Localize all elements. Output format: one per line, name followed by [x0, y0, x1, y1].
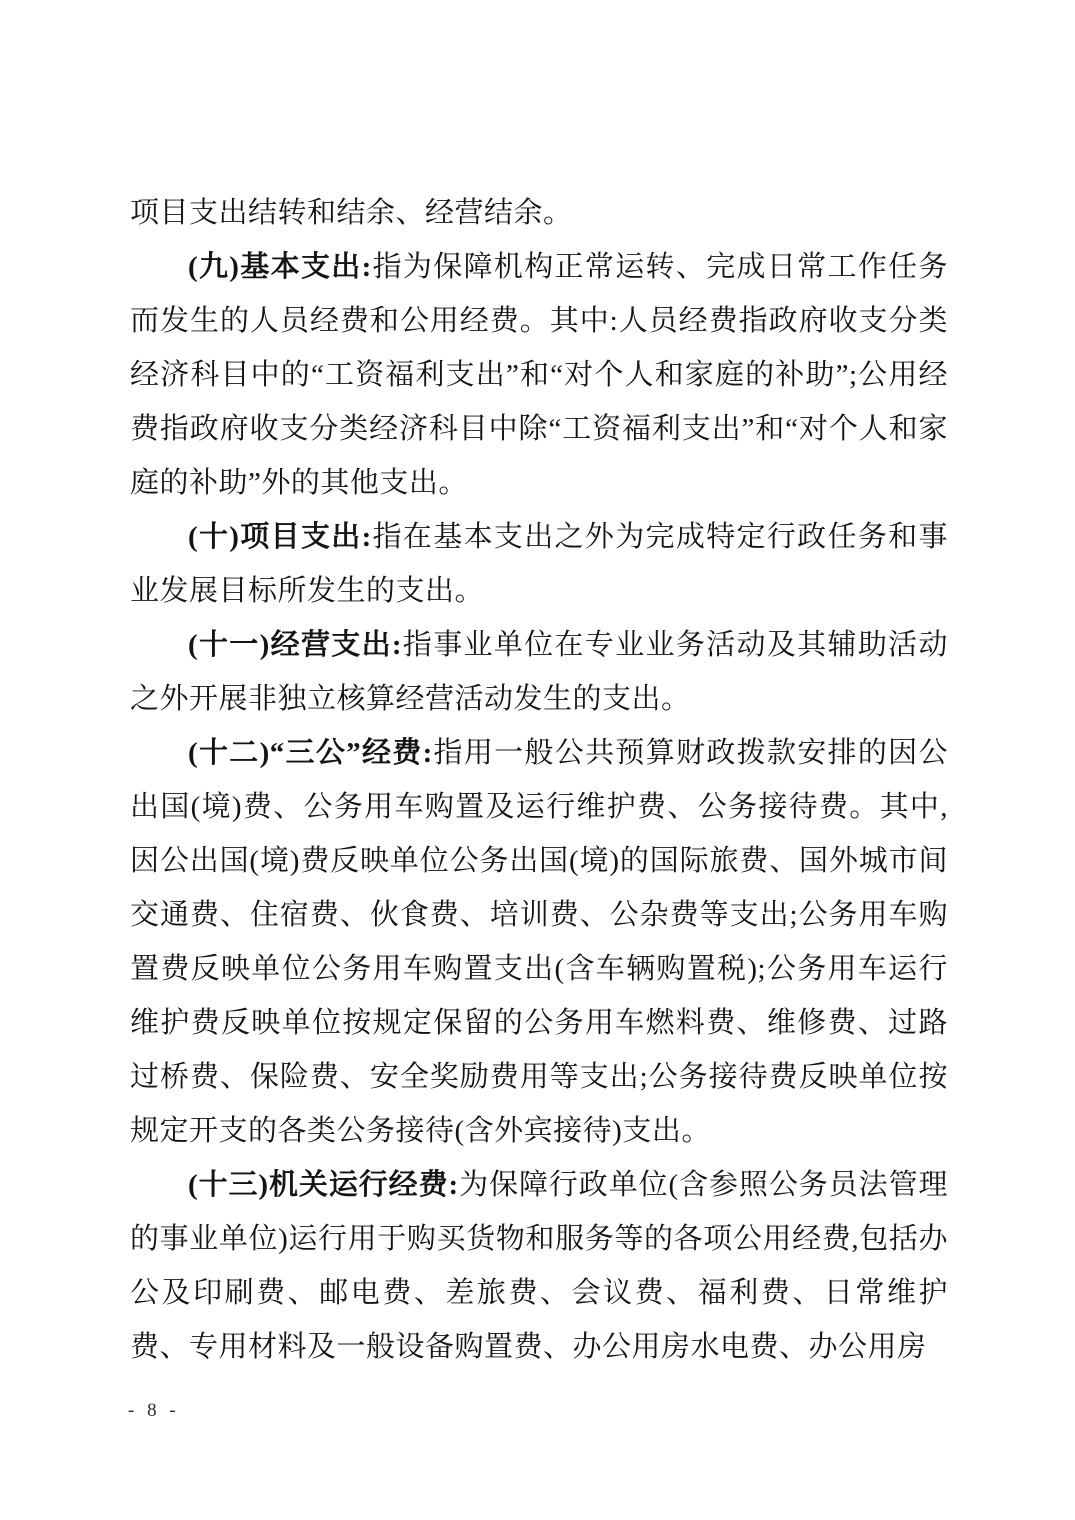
- term-label: (九)基本支出:: [188, 251, 372, 283]
- paragraph: [130, 618, 948, 726]
- page-number: - 8 -: [128, 1400, 180, 1421]
- paragraph-text: 指用一般公共预算财政拨款安排的因公出国(境)费、公务用车购置及运行维护费、公务接待费。其中,因公出国(境)费反映单位公务出国(境)的国际旅费、国外城市间交通费、住宿费、伙食费、培训费、公杂费等支出;公务用车购置费反映单位公务用车购置支出(含车辆购置税);公务用车运行维护费反映单位按规定保留的公务用车燃料费、维修费、过路过桥费、保险费、安全奖励费用等支出;公务接待费反映单位按规定开支的各类公务接待(含外宾接待)支出。: [130, 737, 948, 1147]
- paragraph: [130, 510, 948, 618]
- paragraph-text: 为保障行政单位(含参照公务员法管理的事业单位)运行用于购买货物和服务等的各项公用经费,包括办公及印刷费、邮电费、差旅费、会议费、福利费、日常维护费、专用材料及一般设备购置费、办公用房水电费、办公用房: [130, 1169, 948, 1363]
- paragraph: [130, 240, 948, 510]
- document-body: [130, 186, 948, 1374]
- paragraph: [130, 726, 948, 1158]
- paragraph-text: 指在基本支出之外为完成特定行政任务和事业发展目标所发生的支出。: [130, 521, 948, 607]
- paragraph: [130, 186, 948, 240]
- term-label: (十)项目支出:: [188, 521, 372, 553]
- term-label: (十二)“三公”经费:: [188, 737, 433, 769]
- paragraph-text: 指事业单位在专业业务活动及其辅助活动之外开展非独立核算经营活动发生的支出。: [130, 629, 948, 715]
- paragraph-text: 项目支出结转和结余、经营结余。: [130, 197, 573, 229]
- page-footer: [128, 1400, 180, 1422]
- term-label: (十三)机关运行经费:: [188, 1169, 459, 1201]
- paragraph: [130, 1158, 948, 1374]
- paragraph-text: 指为保障机构正常运转、完成日常工作任务而发生的人员经费和公用经费。其中:人员经费指政府收支分类经济科目中的“工资福利支出”和“对个人和家庭的补助”;公用经费指政府收支分类经济科目中除“工资福利支出”和“对个人和家庭的补助”外的其他支出。: [130, 251, 948, 499]
- term-label: (十一)经营支出:: [188, 629, 403, 661]
